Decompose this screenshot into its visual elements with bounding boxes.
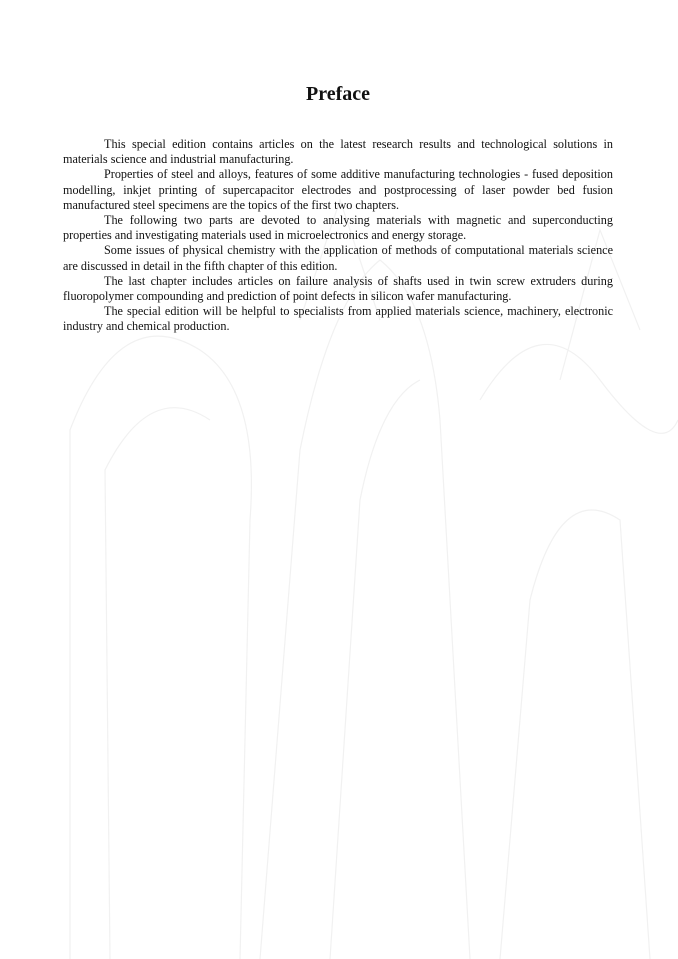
paragraph-failure-analysis: The last chapter includes articles on failure analysis of shafts used in twin screw extruders during fluoropolymer compounding and prediction of point defects in silicon wafer manufacturing.: [63, 273, 613, 304]
paragraph-physical-chemistry: Some issues of physical chemistry with the application of methods of computational materials science are discussed in detail in the fifth chapter of this edition.: [63, 243, 613, 273]
page-title: Preface: [305, 83, 371, 105]
paragraph-intro: This special edition contains articles on the latest research results and technological solutions in materials science and industrial manufacturing.: [63, 137, 613, 167]
paragraph-steel-additive: Properties of steel and alloys, features of some additive manufacturing technologies - fused deposition modelling, inkjet printing of supercapacitor electrodes and postprocessing of laser powder bed fusion manufactured steel specimens are the topics of the first two chapters.: [63, 167, 613, 212]
preface-body: [63, 137, 613, 335]
paragraph-magnetic: The following two parts are devoted to analysing materials with magnetic and superconducting properties and investigating materials used in microelectronics and energy storage.: [63, 213, 613, 243]
paragraph-audience: The special edition will be helpful to specialists from applied materials science, machinery, electronic industry and chemical production.: [63, 304, 613, 334]
